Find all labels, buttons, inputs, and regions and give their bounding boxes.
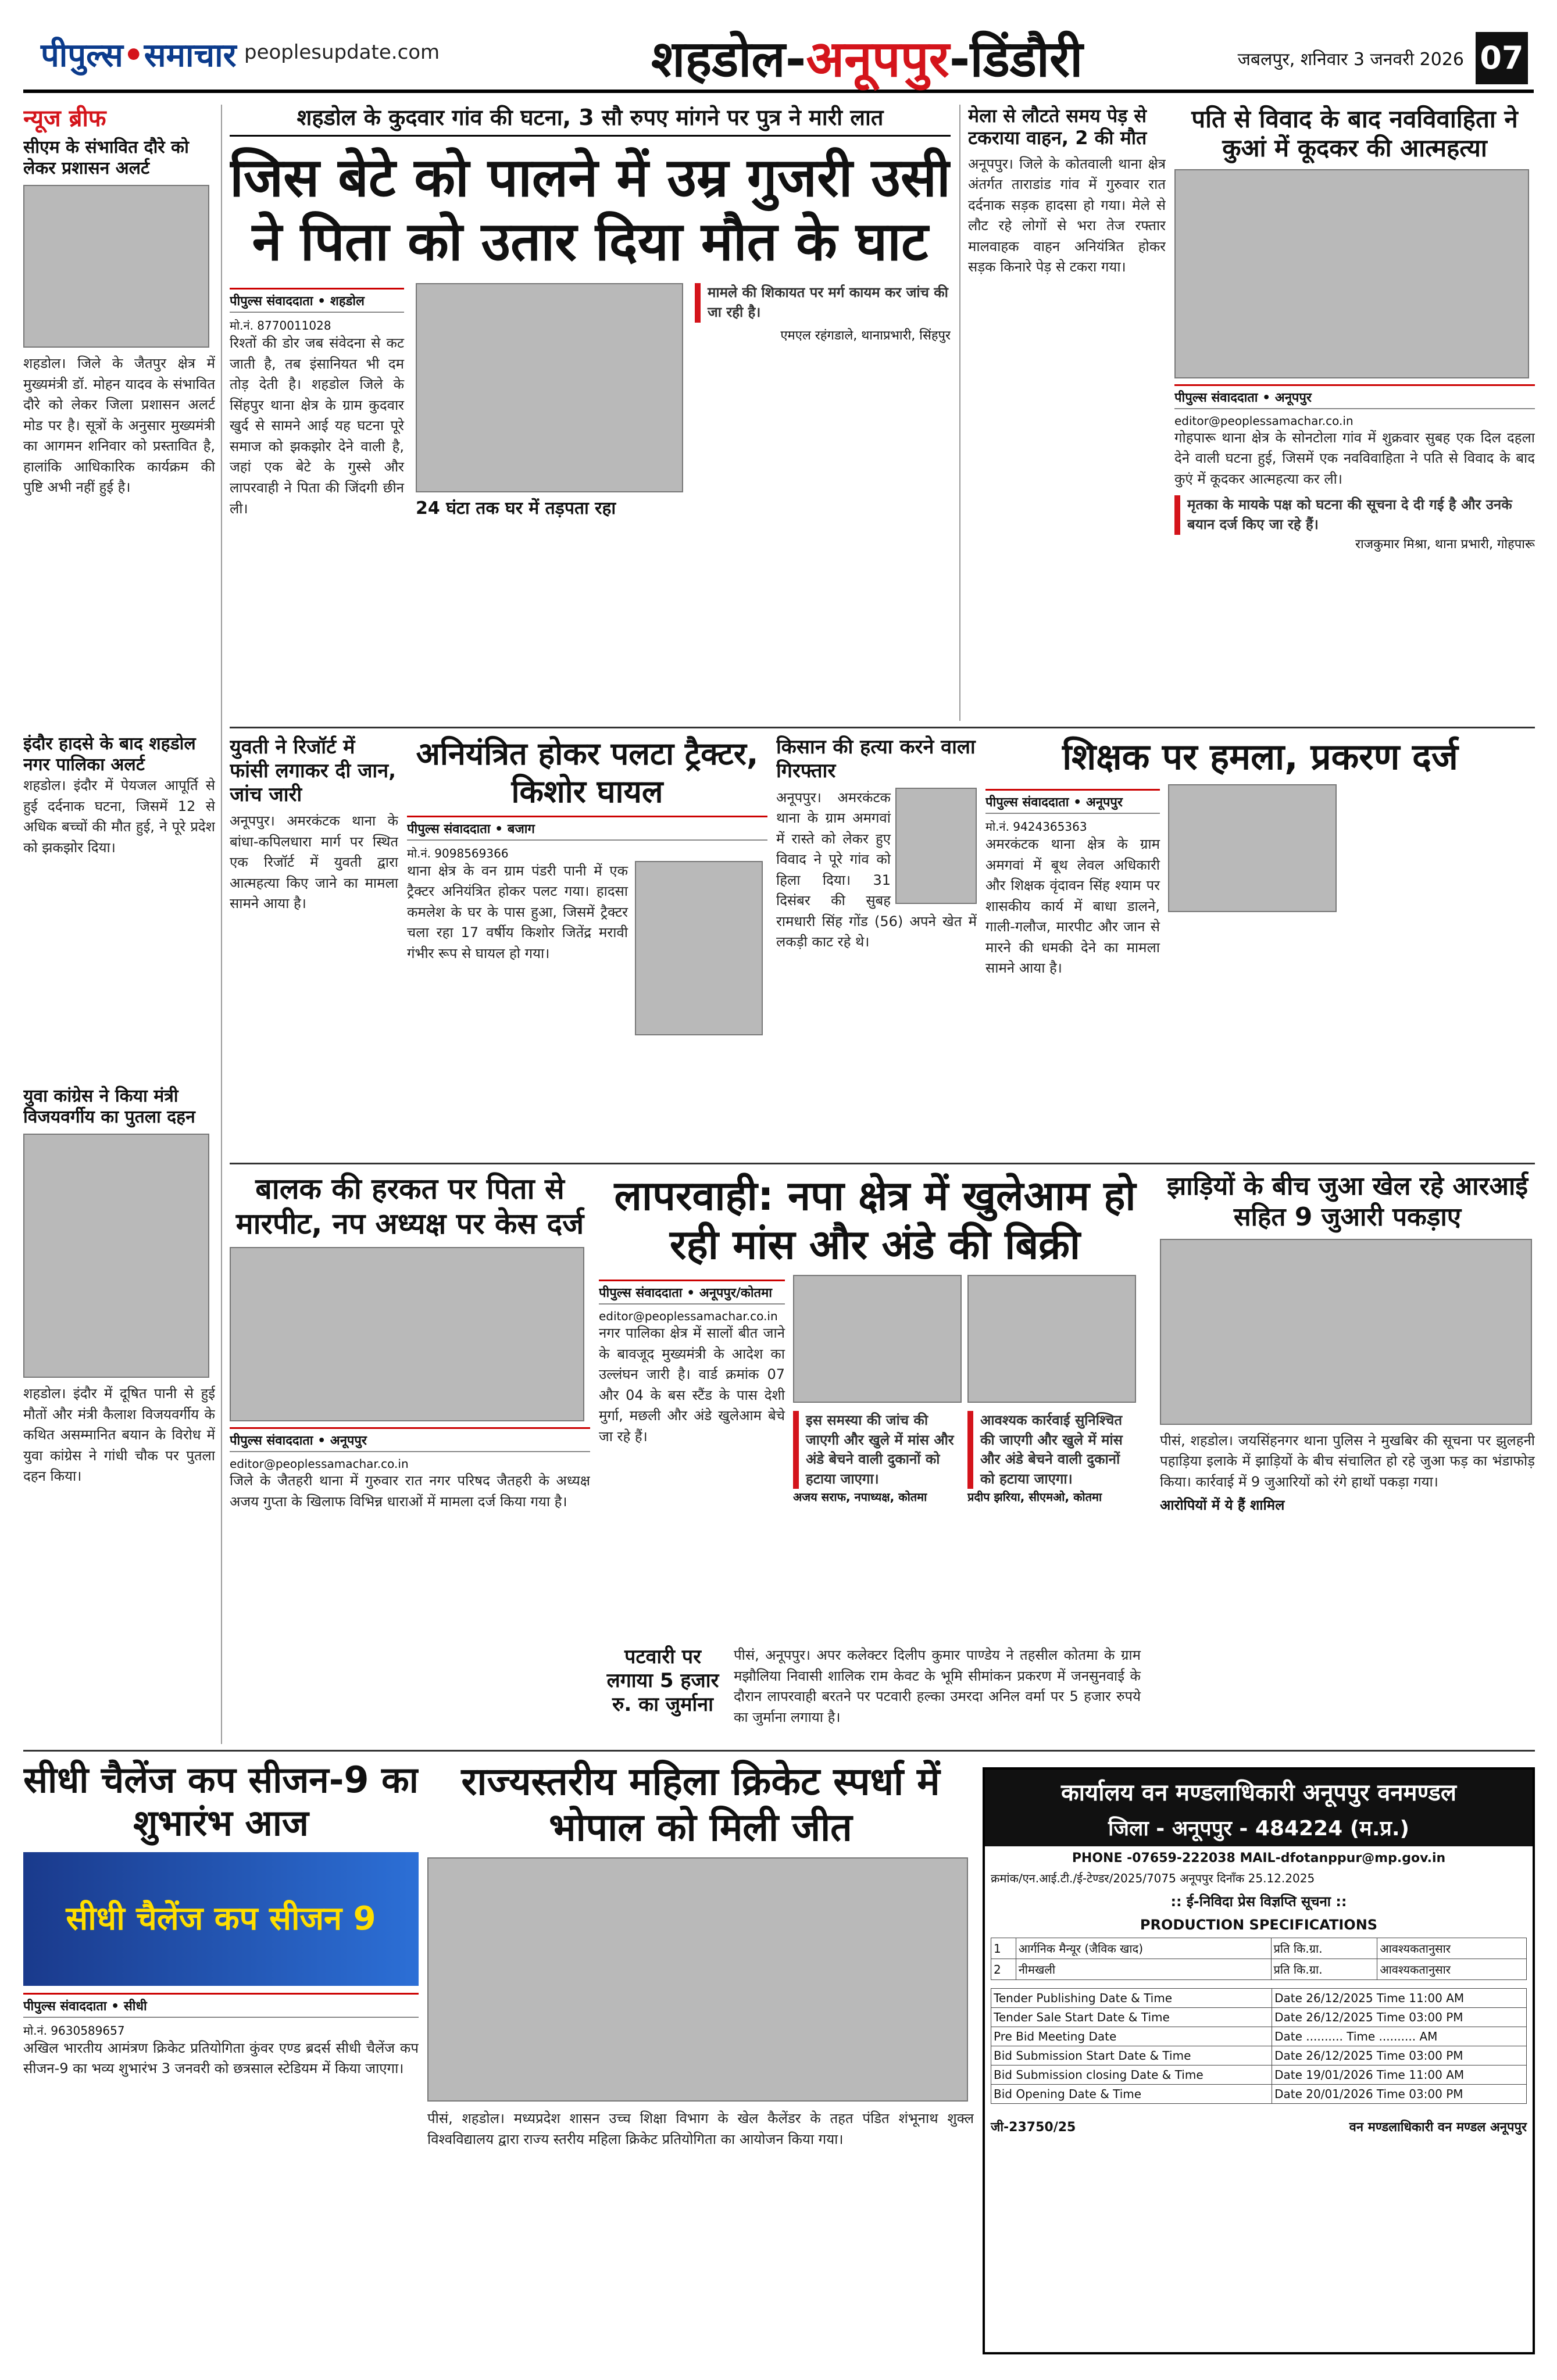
fair-headline: मेला से लौटते समय पेड़ से टकराया वाहन, 2 की मौत <box>968 105 1147 149</box>
farmer-headline: किसान की हत्या करने वाला गिरफ्तार <box>776 735 976 782</box>
teacher-body: अमरकंटक थाना क्षेत्र के ग्राम अमगवां में बूथ लेवल अधिकारी और शिक्षक वृंदावन सिंह श्याम पर शासकीय कार्य में बाधा डालने, गाली-गलौज, मारपीट और जान से मारने की धमकी देने का मामला सामने आया है। <box>985 836 1160 977</box>
lead-phone: मो.नं. 8770011028 <box>230 319 331 333</box>
well-quote-by: राजकुमार मिश्रा, थाना प्रभारी, गोहपारू <box>1355 537 1535 552</box>
resort-headline: युवती ने रिजॉर्ट में फांसी लगाकर दी जान, जांच जारी <box>230 735 397 806</box>
patwari-fine-story <box>599 1645 1151 1744</box>
meat-body: नगर पालिका क्षेत्र में सालों बीत जाने के बावजूद मुख्यमंत्री के आदेश का उल्लंघन जारी है। वार्ड क्रमांक 07 और 04 के बस स्टैंड के पास देशी मुर्गा, मछली और अंडे खुलेआम बेचे जा रहे हैं। <box>599 1325 785 1445</box>
brief-body-2: शहडोल। इंदौर में पेयजल आपूर्ति से हुई दर्दनाक घटना, जिसमें 12 से अधिक बच्चों की मौत हुई, ने पूरे प्रदेश को झकझोर दिया। <box>23 777 215 856</box>
gamble-accused-label: आरोपियों में ये हैं शामिल <box>1160 1497 1285 1514</box>
gambling-story <box>1160 1171 1535 1741</box>
child-headline: बालक की हरकत पर पिता से मारपीट, नप अध्यक्ष पर केस दर्ज <box>235 1172 584 1241</box>
cup-byline: पीपुल्स संवाददाता • सीधी <box>23 1993 419 2018</box>
farmer-murder-story <box>776 735 977 1154</box>
well-photo <box>1174 169 1529 378</box>
section-title: शहडोल-अनूपपुर-डिंडौरी <box>651 30 1083 88</box>
well-email: editor@peoplessamachar.co.in <box>1174 413 1354 428</box>
womens-cricket-story <box>427 1759 974 2357</box>
cup-banner: सीधी चैलेंज कप सीजन 9 <box>23 1852 419 1986</box>
farmer-body: अनूपपुर। अमरकंटक थाना के ग्राम अमगवां में रास्ते को लेकर हुए विवाद ने पूरे गांव को हिला दिया। 31 दिसंबर की सुबह रामधारी सिंह गोंड (56) अपने खेत में लकड़ी काट रहे थे। <box>776 789 977 950</box>
lead-headline: जिस बेटे को पालने में उम्र गुजरी उसी ने पिता को उतार दिया मौत के घाट <box>230 146 951 273</box>
cup-story <box>23 1759 419 2357</box>
womens-headline: राज्यस्तरीय महिला क्रिकेट स्पर्धा में भोपाल को मिली जीत <box>461 1759 940 1850</box>
brief-photo-3 <box>23 1134 209 1378</box>
lead-body: रिश्तों की डोर जब संवेदना से कट जाती है, तब इंसानियत भी दम तोड़ देती है। शहडोल जिले के सिंहपुर थाना क्षेत्र के ग्राम कुदवार खुर्द से सामने आई यह घटना पूरे समाज को झकझोर देने वाली है, जहां एक बेटे के गुस्से और लापरवाही ने पिता की जिंदगी छीन ली। <box>230 335 404 517</box>
teacher-phone: मो.नं. 9424365363 <box>985 820 1087 834</box>
tender-advertisement <box>983 1767 1535 2354</box>
well-suicide-story <box>1174 105 1535 721</box>
cup-phone: मो.नं. 9630589657 <box>23 2023 125 2038</box>
tractor-story <box>407 735 767 1154</box>
protest-photo <box>230 1247 584 1421</box>
lead-byline: पीपुल्स संवाददाता • शहडोल <box>230 288 404 313</box>
brief-headline-3: युवा कांग्रेस ने किया मंत्री विजयवर्गीय का पुतला दहन <box>23 1086 195 1127</box>
fine-body: पीसं, अनूपपुर। अपर कलेक्टर दिलीप कुमार पाण्डेय ने तहसील कोतमा के ग्राम मझौलिया निवासी शालिक राम केवट के भूमि सीमांकन प्रकरण में जनसुनवाई के दौरान लापरवाही बरतने पर पटवारी हल्का उमरदा अनिल वर्मा पर 5 हजार रुपये का जुर्माना लगाया है। <box>734 1647 1141 1725</box>
tender-schedule-table <box>991 1988 1527 2104</box>
child-body: जिले के जैतहरी थाना में गुरुवार रात नगर परिषद जैतहरी के अध्यक्ष अजय गुप्ता के खिलाफ विभिन्न धाराओं में मामला दर्ज किया गया है। <box>230 1473 590 1510</box>
gamble-headline: झाड़ियों के बीच जुआ खेल रहे आरआई सहित 9 जुआरी पकड़ाए <box>1166 1171 1528 1232</box>
tender-office: कार्यालय वन मण्डलाधिकारी अनूपपुर वनमण्डल <box>985 1770 1533 1813</box>
meat-headline: लापरवाही: नपा क्षेत्र में खुलेआम हो रही मांस और अंडे की बिक्री <box>614 1172 1136 1268</box>
lead-quote: मामले की शिकायत पर मर्ग कायम कर जांच की जा रही है। <box>695 283 951 322</box>
tender-items-table <box>991 1938 1527 1980</box>
meat-shop-photo-1 <box>793 1275 962 1403</box>
tractor-byline: पीपुल्स संवाददाता • बजाग <box>407 816 767 841</box>
meat-sale-story <box>599 1171 1151 1636</box>
lead-quote-by: एमएल रहंगडाले, थानाप्रभारी, सिंहपुर <box>780 328 951 343</box>
cup-body: अखिल भारतीय आमंत्रण क्रिकेट प्रतियोगिता कुंवर एण्ड ब्रदर्स सीधी चैलेंज कप सीजन-9 का भव्य शुभारंभ 3 जनवरी को छत्रसाल स्टेडियम में किया जाएगा। <box>23 2039 419 2077</box>
tender-signatory: वन मण्डलाधिकारी वन मण्डल अनूपपुर <box>1349 2120 1527 2135</box>
table-row: Tender Sale Start Date & Time Date 26/12/2025 Time 03:00 PM <box>991 2008 1527 2027</box>
lead-story <box>230 105 951 721</box>
brief-headline-2: इंदौर हादसे के बाद शहडोल नगर पालिका अलर्ट <box>23 734 196 775</box>
table-row: Bid Submission closing Date & Time Date 19/01/2026 Time 11:00 AM <box>991 2065 1527 2085</box>
tender-ref: क्रमांक/एन.आई.टी./ई-टेण्डर/2025/7075 अनूपपुर दिनाँक 25.12.2025 <box>991 1871 1315 1885</box>
injured-boy-photo <box>635 861 763 1035</box>
tractor-headline: अनियंत्रित होकर पलटा ट्रैक्टर, किशोर घायल <box>416 735 759 810</box>
tender-spec-title: PRODUCTION SPECIFICATIONS <box>1140 1917 1378 1933</box>
tender-contact: PHONE -07659-222038 MAIL-dfotanppur@mp.gov.in <box>1072 1851 1446 1866</box>
well-body: गोहपारू थाना क्षेत्र के सोनटोला गांव में शुक्रवार सुबह एक दिल दहला देने वाली घटना हुई, जिसमें एक नवविवाहिता ने पति से विवाद के बाद कुएं में कूदकर आत्महत्या कर ली। <box>1174 429 1535 487</box>
meat-quote-1-by: अजय सराफ, नपाध्यक्ष, कोतमा <box>793 1490 927 1505</box>
meat-shop-photo-2 <box>967 1275 1136 1403</box>
newspaper-logo: पीपुल्स•समाचार <box>41 37 237 74</box>
gamblers-photo <box>1160 1239 1532 1425</box>
meat-quote-2-by: प्रदीप झरिया, सीएमओ, कोतमा <box>967 1490 1102 1505</box>
child-email: editor@peoplessamachar.co.in <box>230 1457 409 1471</box>
womens-body: पीसं, शहडोल। मध्यप्रदेश शासन उच्च शिक्षा विभाग के खेल कैलेंडर के तहत पंडित शंभूनाथ शुक्ल विश्वविद्यालय द्वारा राज्य स्तरीय महिला क्रिकेट प्रतियोगिता का आयोजन किया गया। <box>427 2110 974 2147</box>
page-number: 07 <box>1476 32 1528 84</box>
teacher-attack-story <box>985 735 1535 1154</box>
table-row: Pre Bid Meeting Date Date .......... Time .......... AM <box>991 2027 1527 2046</box>
fair-body: अनूपपुर। जिले के कोतवाली थाना क्षेत्र अंतर्गत ताराडांड गांव में गुरुवार रात दर्दनाक सड़क हादसा हो गया। मेले से लौट रहे लोगों से भरा तेज रफ्तार मालवाहक वाहन अनियंत्रित होकर सड़क किनारे पेड़ से टकरा गया। <box>968 155 1166 276</box>
well-headline: पति से विवाद के बाद नवविवाहिता ने कुआं में कूदकर की आत्महत्या <box>1191 105 1518 163</box>
accused-photo <box>895 788 977 904</box>
brief-body-3: शहडोल। इंदौर में दूषित पानी से हुई मौतों और मंत्री कैलाश विजयवर्गीय के कथित असम्मानित बयान के विरोध में युवा कांग्रेस ने गांधी चौक पर पुतला दहन किया। <box>23 1385 215 1485</box>
meat-byline: पीपुल्स संवाददाता • अनूपपुर/कोतमा <box>599 1280 785 1305</box>
teacher-byline: पीपुल्स संवाददाता • अनूपपुर <box>985 789 1160 814</box>
lead-kicker: शहडोल के कुदवार गांव की घटना, 3 सौ रुपए मांगने पर पुत्र ने मारी लात <box>230 105 951 137</box>
fine-label: पटवारी पर लगाया 5 हजार रु. का जुर्माना <box>606 1645 719 1716</box>
website-label: peoplesupdate.com <box>244 41 440 64</box>
cup-headline: सीधी चैलेंज कप सीजन-9 का शुभारंभ आज <box>23 1759 419 1845</box>
meat-quote-2: आवश्यक कार्रवाई सुनिश्चित की जाएगी और खुले में मांस और अंडे बेचने वाली दुकानों को हटाया जाएगा। <box>967 1411 1136 1489</box>
brief-photo-1 <box>23 185 209 348</box>
masthead <box>23 17 1534 93</box>
resort-story <box>230 735 398 1154</box>
tender-code: जी-23750/25 <box>991 2120 1076 2135</box>
news-brief-label: न्यूज ब्रीफ <box>23 105 106 132</box>
news-brief-column <box>23 105 215 1738</box>
brief-headline-1: सीएम के संभावित दौरे को लेकर प्रशासन अलर्ट <box>23 137 189 178</box>
well-byline: पीपुल्स संवाददाता • अनूपपुर <box>1174 384 1535 409</box>
lead-subhead: 24 घंटा तक घर में तड़पता रहा <box>416 498 616 519</box>
child-assault-story <box>230 1171 590 1741</box>
fair-accident-story <box>968 105 1166 721</box>
gamble-body: पीसं, शहडोल। जयसिंहनगर थाना पुलिस ने मुखबिर की सूचना पर झुलहनी पहाड़िया इलाके में झाड़ियों के बीच संचालित हो रहे जुआ फड़ का भंडाफोड़ किया। कार्रवाई में 9 जुआरियों को रंगे हाथों पकड़ा गया। <box>1160 1432 1535 1490</box>
tender-notice: :: ई-निविदा प्रेस विज्ञप्ति सूचना :: <box>1170 1893 1347 1910</box>
tractor-body: थाना क्षेत्र के वन ग्राम पंडरी पानी में एक ट्रैक्टर अनियंत्रित होकर पलट गया। हादसा कमलेश के घर के पास हुआ, जिसमें ट्रैक्टर चला रहा 17 वर्षीय किशोर जितेंद्र मरावी गंभीर रूप से घायल हो गया। <box>407 862 628 962</box>
cricket-team-photo <box>427 1857 968 2102</box>
table-row: Bid Opening Date & Time Date 20/01/2026 Time 03:00 PM <box>991 2085 1527 2104</box>
meat-quote-1: इस समस्या की जांच की जाएगी और खुले में मांस और अंडे बेचने वाली दुकानों को हटाया जाएगा। <box>793 1411 962 1489</box>
table-row: Bid Submission Start Date & Time Date 26/12/2025 Time 03:00 PM <box>991 2046 1527 2065</box>
tender-address: जिला - अनूपपुर - 484224 (म.प्र.) <box>985 1813 1533 1846</box>
well-quote: मृतका के मायके पक्ष को घटना की सूचना दे दी गई है और उनके बयान दर्ज किए जा रहे हैं। <box>1174 495 1535 534</box>
police-station-photo <box>416 283 683 492</box>
table-row: 2 नीमखली प्रति कि.ग्रा. आवश्यकतानुसार <box>991 1959 1527 1980</box>
brief-body-1: शहडोल। जिले के जैतपुर क्षेत्र में मुख्यमंत्री डॉ. मोहन यादव के संभावित दौरे को लेकर जिला प्रशासन अलर्ट मोड पर है। सूत्रों के अनुसार मुख्यमंत्री का आगमन शनिवार को प्रस्तावित है, हालांकि आधिकारिक कार्यक्रम की पुष्टि अभी नहीं हुई है। <box>23 355 215 496</box>
dateline: जबलपुर, शनिवार 3 जनवरी 2026 <box>1237 49 1464 70</box>
table-row: Tender Publishing Date & Time Date 26/12/2025 Time 11:00 AM <box>991 1989 1527 2008</box>
teacher-headline: शिक्षक पर हमला, प्रकरण दर्ज <box>1062 735 1458 778</box>
resort-body: अनूपपुर। अमरकंटक थाना के बांधा-कपिलधारा मार्ग पर स्थित एक रिजॉर्ट में युवती द्वारा आत्महत्या किए जाने का मामला सामने आया है। <box>230 813 398 912</box>
child-byline: पीपुल्स संवाददाता • अनूपपुर <box>230 1427 590 1452</box>
amarkantak-station-photo <box>1168 784 1337 912</box>
tractor-phone: मो.नं. 9098569366 <box>407 846 509 860</box>
meat-email: editor@peoplessamachar.co.in <box>599 1309 778 1323</box>
table-row: 1 आर्गनिक मैन्यूर (जैविक खाद) प्रति कि.ग्रा. आवश्यकतानुसार <box>991 1938 1527 1959</box>
